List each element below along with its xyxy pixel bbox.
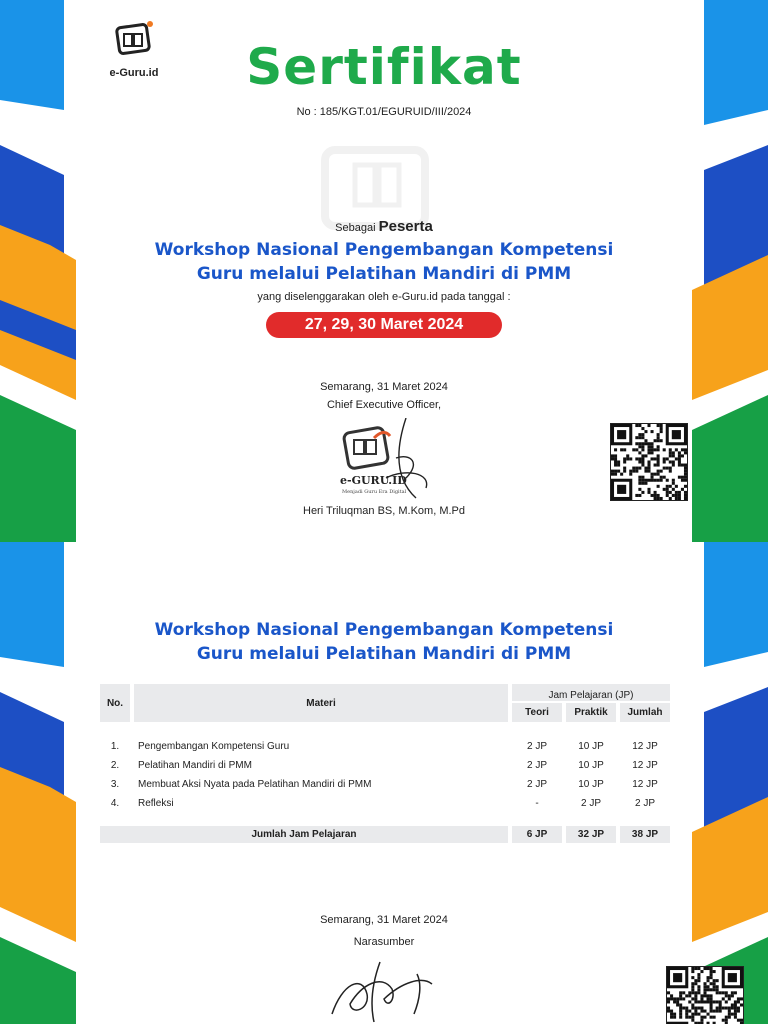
stamp-text: e-GURU.ID [340, 474, 407, 487]
header-no: No. [100, 684, 130, 722]
table-row [100, 738, 670, 755]
left-decoration-2 [0, 542, 76, 1024]
event-dates-badge: 27, 29, 30 Maret 2024 [266, 312, 502, 338]
place-date: Semarang, 31 Maret 2024 [320, 381, 448, 393]
certificate-title: Sertifikat [246, 38, 522, 96]
role-name: Peserta [378, 218, 433, 235]
row-no: 2. [110, 760, 120, 771]
row-praktik: 10 JP [578, 779, 604, 790]
totals-row [100, 826, 670, 843]
total-label: Jumlah Jam Pelajaran [100, 826, 508, 843]
qr-code-2 [666, 966, 744, 1024]
stamp-tagline: Menjadi Guru Era Digital [342, 489, 407, 495]
event-title-line1: Workshop Nasional Pengembangan Kompetensi [154, 240, 614, 260]
total-teori: 6 JP [512, 826, 562, 843]
place-date-p2: Semarang, 31 Maret 2024 [320, 914, 448, 926]
table-row [100, 776, 670, 793]
row-jumlah: 12 JP [632, 741, 658, 752]
table-row [100, 795, 670, 812]
row-jumlah: 12 JP [632, 760, 658, 771]
row-jumlah: 2 JP [634, 798, 655, 809]
row-praktik: 2 JP [580, 798, 601, 809]
row-praktik: 10 JP [578, 760, 604, 771]
qr-code-icon [611, 424, 687, 500]
row-no: 4. [110, 798, 120, 809]
qr-code [610, 423, 688, 501]
qr-code-icon [667, 967, 743, 1024]
signer-role: Chief Executive Officer, [326, 399, 442, 411]
row-materi: Membuat Aksi Nyata pada Pelatihan Mandiri di PMM [138, 779, 372, 790]
stamp-signature [336, 418, 436, 502]
row-teori: - [535, 798, 539, 809]
row-no: 3. [110, 779, 120, 790]
curriculum-page [0, 542, 768, 1024]
organizer-text: yang diselenggarakan oleh e-Guru.id pada tanggal : [257, 291, 511, 303]
header-praktik: Praktik [566, 703, 616, 722]
signer-role-p2: Narasumber [353, 936, 415, 948]
certificate-number: No : 185/KGT.01/EGURUID/III/2024 [296, 106, 472, 118]
header-materi: Materi [134, 684, 508, 722]
row-jumlah: 12 JP [632, 779, 658, 790]
event-title-line2-p2: Guru melalui Pelatihan Mandiri di PMM [196, 644, 572, 664]
right-decoration-2 [692, 542, 768, 1024]
role-prefix: Sebagai [335, 222, 376, 234]
header-teori: Teori [512, 703, 562, 722]
table-header-row [100, 684, 670, 701]
event-title-line1-p2: Workshop Nasional Pengembangan Kompetensi [154, 620, 614, 640]
total-jumlah: 38 JP [620, 826, 670, 843]
row-teori: 2 JP [526, 760, 547, 771]
row-no: 1. [110, 741, 120, 752]
row-materi: Pelatihan Mandiri di PMM [138, 760, 252, 771]
signature-icon [322, 954, 452, 1024]
row-materi: Pengembangan Kompetensi Guru [138, 741, 290, 752]
signer-name: Heri Triluqman BS, M.Kom, M.Pd [303, 505, 465, 517]
logo-text: e-Guru.id [109, 67, 159, 79]
header-jp: Jam Pelajaran (JP) [512, 684, 670, 701]
table-row [100, 757, 670, 774]
row-teori: 2 JP [526, 779, 547, 790]
role-line [0, 218, 768, 235]
event-title-line2: Guru melalui Pelatihan Mandiri di PMM [196, 264, 572, 284]
row-materi: Refleksi [138, 798, 174, 809]
total-praktik: 32 JP [566, 826, 616, 843]
lesson-hours-table [96, 682, 674, 845]
watermark-logo-icon [315, 140, 451, 230]
header-jumlah: Jumlah [620, 703, 670, 722]
row-teori: 2 JP [526, 741, 547, 752]
row-praktik: 10 JP [578, 741, 604, 752]
